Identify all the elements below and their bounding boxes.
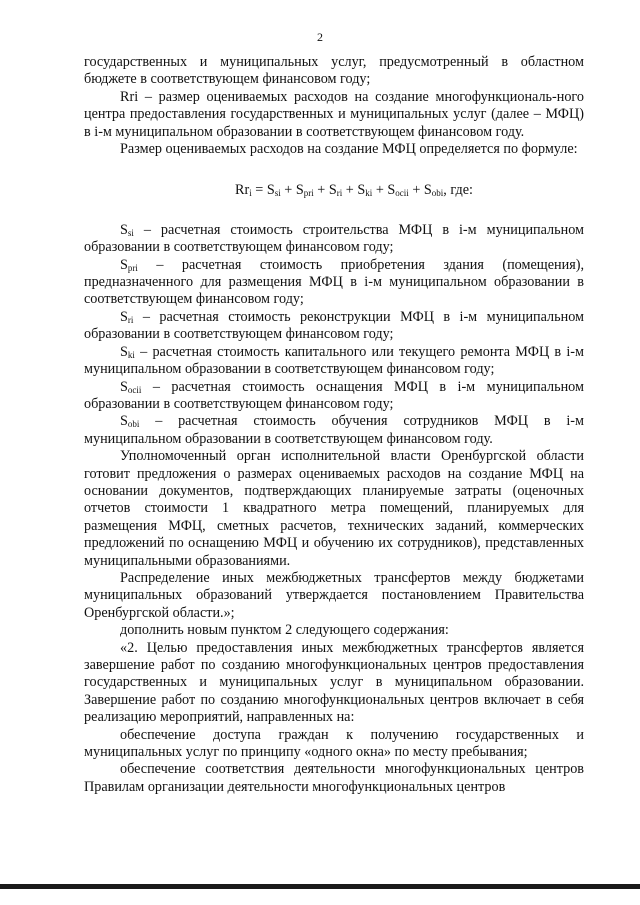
definition-text: – расчетная стоимость оснащения МФЦ в i-м муниципальном образовании в соответствующем финансовом году; (84, 378, 584, 412)
definition-text: – расчетная стоимость строительства МФЦ в i-м муниципальном образовании в соответствующем финансовом году; (84, 221, 584, 256)
formula-term-subscript: ri (336, 188, 343, 199)
definition (84, 379, 584, 414)
definition (84, 413, 584, 448)
definition-symbol: S (120, 343, 128, 360)
paragraph: обеспечение соответствия деятельности многофункциональных центров Правилам организации деятельности многофункциональных центров (84, 761, 584, 795)
paragraph: дополнить новым пунктом 2 следующего содержания: (120, 622, 449, 639)
definition-symbol: S (120, 256, 128, 273)
formula-term-subscript: obi (431, 188, 444, 199)
definition (84, 344, 584, 379)
paragraph: Распределение иных межбюджетных трансфертов между бюджетами муниципальных образований утверждается постановлением Правительства Оренбургской области.»; (84, 569, 584, 621)
formula-term-subscript: pri (303, 188, 314, 199)
definition (84, 257, 584, 309)
formula-plus: + (372, 182, 388, 199)
formula-lhs: Rr (235, 182, 250, 199)
definition-subscript: si (127, 227, 134, 238)
definition-symbol: S (120, 308, 128, 325)
definition-symbol: S (120, 378, 128, 395)
definition-text: – расчетная стоимость приобретения здания (помещения), предназначенного для размещения МФЦ в i-м муниципальном образовании в соответствующем финансовом году; (84, 256, 584, 308)
definition-subscript: obi (127, 419, 140, 430)
formula-term-subscript: ki (365, 188, 373, 199)
definition-subscript: ri (127, 314, 134, 325)
formula-term-subscript: ocii (395, 188, 409, 199)
scan-edge-line (0, 884, 640, 889)
definition-symbol: S (120, 221, 128, 238)
paragraph: Размер оцениваемых расходов на создание МФЦ определяется по формуле: (120, 141, 578, 158)
formula-term: S (295, 182, 304, 199)
formula-term: S (357, 182, 366, 199)
formula-equals: = (251, 182, 267, 199)
definition-text: – расчетная стоимость реконструкции МФЦ в i-м муниципальном образовании в соответствующем финансовом году; (84, 308, 584, 343)
definition (84, 309, 584, 344)
definition-subscript: ki (127, 349, 135, 360)
formula (84, 182, 584, 199)
formula-term-subscript: si (274, 188, 281, 199)
definition-subscript: ocii (127, 384, 142, 395)
definition-text: – расчетная стоимость обучения сотрудников МФЦ в i-м муниципальном образовании в соответствующем финансовом году. (84, 413, 584, 447)
definition-subscript: pri (127, 262, 138, 273)
paragraph: Rri – размер оцениваемых расходов на создание многофункциональ-ного центра предоставления государственных и муниципальных услуг (далее – МФЦ) в i-м муниципальном образовании в соответствующем финансовом году. (84, 88, 584, 140)
formula-term: S (266, 182, 275, 199)
paragraph: «2. Целью предоставления иных межбюджетных трансфертов является завершение работ по созданию многофункциональных центров предоставления государственных и муниципальных услуг в муниципальном образовании. Завершение работ по созданию многофункциональных центров включает в себя реализацию мероприятий, направленных на: (84, 639, 584, 726)
definition-text: – расчетная стоимость капитального или текущего ремонта МФЦ в i-м муниципальном образовании в соответствующем финансовом году; (84, 343, 584, 378)
formula-lhs-subscript: i (249, 188, 252, 199)
definition-symbol: S (120, 413, 128, 430)
formula-plus: + (408, 182, 424, 199)
formula-term: S (328, 182, 337, 199)
page-number: 2 (317, 30, 323, 44)
paragraph: Уполномоченный орган исполнительной власти Оренбургской области готовит предложения о размерах оцениваемых расходов на создание МФЦ на основании документов, подтверждающих планируемые затраты (оценочных отчетов стоимости 1 квадратного метра помещений, планируемых для размещения МФЦ, сметных расчетов, технических заданий, коммерческих предложений по оснащению МФЦ и обучению их сотрудников), представленных муниципальными образованиями. (84, 448, 584, 569)
document-body (84, 54, 584, 796)
formula-plus: + (313, 182, 329, 199)
formula-term: S (423, 182, 432, 199)
paragraph: государственных и муниципальных услуг, предусмотренный в областном бюджете в соответствующем финансовом году; (84, 54, 584, 88)
paragraph: обеспечение доступа граждан к получению государственных и муниципальных услуг по принципу «одного окна» по месту пребывания; (84, 726, 584, 761)
formula-tail: , где: (443, 182, 473, 199)
definition (84, 222, 584, 257)
formula-plus: + (280, 182, 296, 199)
formula-plus: + (342, 182, 358, 199)
formula-term: S (387, 182, 396, 199)
